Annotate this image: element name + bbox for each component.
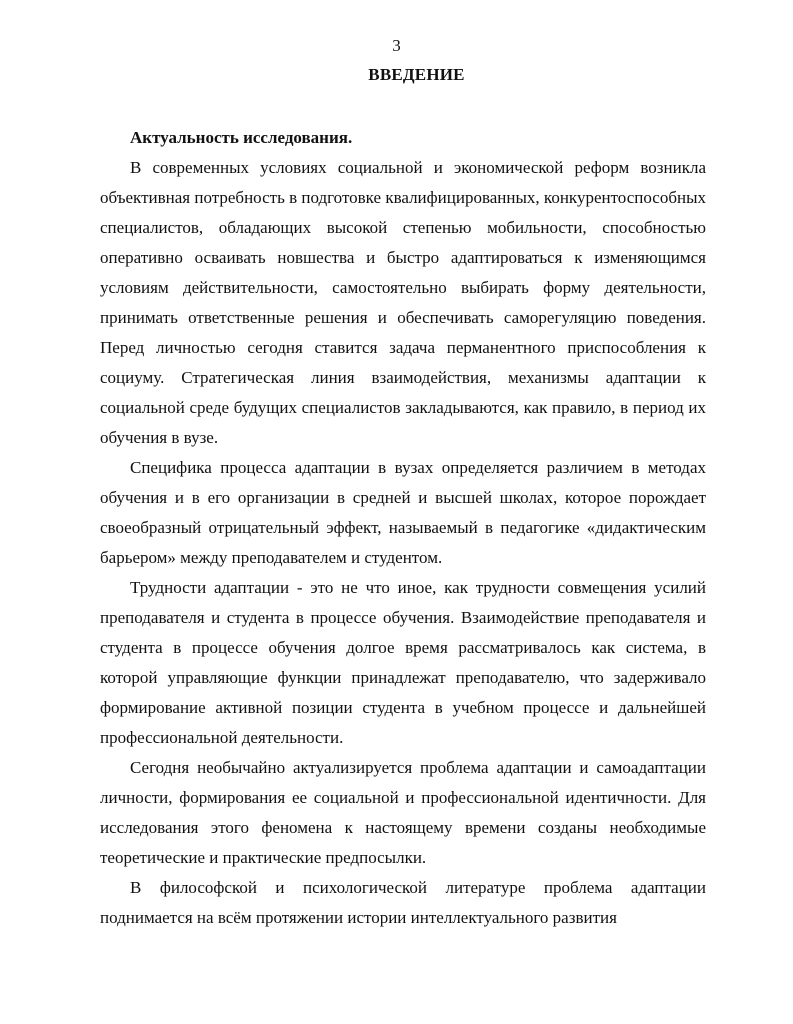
paragraph-4: Сегодня необычайно актуализируется проблема адаптации и самоадаптации личности, формирования ее социальной и профессиональной идентичности. Для исследования этого феномена к настоящему времени созданы необходимые теоретические и практические предпосылки. bbox=[100, 758, 706, 867]
paragraph-2: Специфика процесса адаптации в вузах определяется различием в методах обучения и в его организации в средней и высшей школах, которое порождает своеобразный отрицательный эффект, называемый в педагогике «дидактическим барьером» между преподавателем и студентом. bbox=[100, 458, 706, 567]
body-text bbox=[100, 123, 706, 933]
page-number: 3 bbox=[392, 36, 401, 55]
chapter-title: ВВЕДЕНИЕ bbox=[368, 65, 465, 84]
paragraph-1: В современных условиях социальной и экономической реформ возникла объективная потребность в подготовке квалифицированных, конкурентоспособных специалистов, обладающих высокой степенью мобильности, способностью оперативно осваивать новшества и быстро адаптироваться к изменяющимся условиям действительности, самостоятельно выбирать форму деятельности, принимать ответственные решения и обеспечивать саморегуляцию поведения. Перед личностью сегодня ставится задача перманентного приспособления к социуму. Стратегическая линия взаимодействия, механизмы адаптации к социальной среде будущих специалистов закладываются, как правило, в период их обучения в вузе. bbox=[100, 158, 706, 447]
section-heading: Актуальность исследования. bbox=[130, 128, 353, 147]
paragraph-5: В философской и психологической литературе проблема адаптации поднимается на всём протяжении истории интеллектуального развития bbox=[100, 878, 706, 927]
paragraph-3: Трудности адаптации - это не что иное, как трудности совмещения усилий преподавателя и студента в процессе обучения. Взаимодействие преподавателя и студента в процессе обучения долгое время рассматривалось как система, в которой управляющие функции принадлежат преподавателю, что задерживало формирование активной позиции студента в учебном процессе и дальнейшей профессиональной деятельности. bbox=[100, 578, 706, 747]
